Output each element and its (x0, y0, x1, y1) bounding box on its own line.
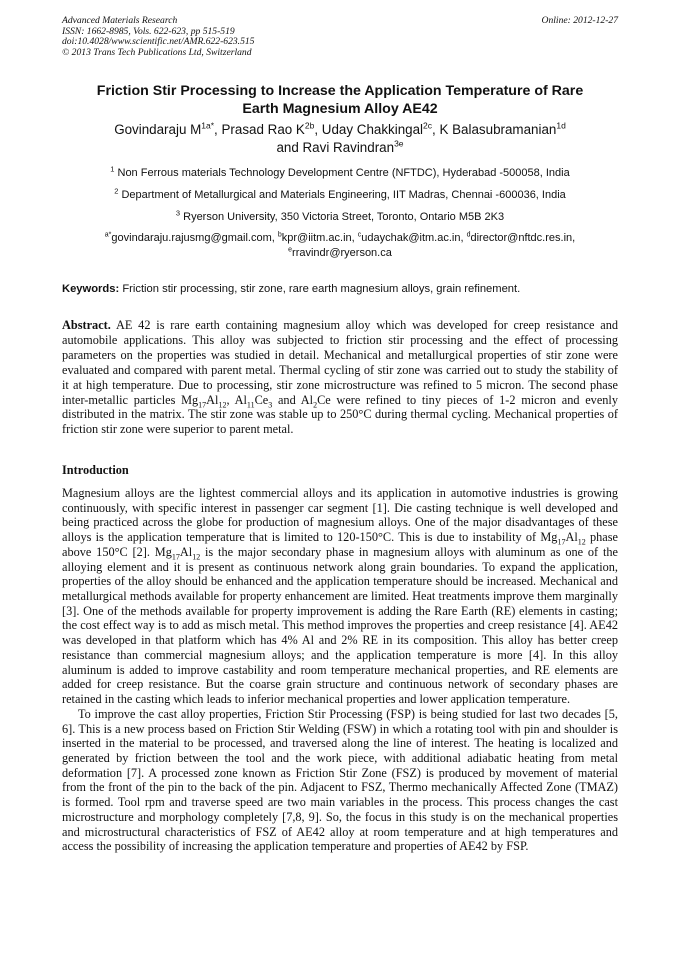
author-sup: 3e (394, 138, 404, 149)
email-list (62, 231, 618, 261)
abstract-text: Ce (254, 392, 269, 407)
abstract-text: , Al (226, 392, 247, 407)
paragraph-text: Al (565, 530, 578, 545)
paragraph-text: Al (179, 544, 193, 559)
paragraph (62, 486, 618, 707)
paragraph-text: Magnesium alloys are the lightest commercial alloys and its application in automotive industries is growing continuously, with specific interest in passenger car segment [1]. Die casting technique is well developed and being practiced across the globe for production of magnesium alloys. One of the major disadvantages of these alloys is the application temperature that is limited to 120-150°C. This is due to instability of Mg (62, 486, 618, 545)
affiliation-2 (62, 188, 618, 202)
author-name: Uday Chakkingal (321, 122, 424, 137)
author-name: K Balasubramanian (439, 122, 557, 137)
section-heading-introduction: Introduction (62, 463, 129, 477)
online-date: Online: 2012-12-27 (541, 15, 618, 26)
journal-name: Advanced Materials Research (62, 15, 178, 26)
copyright-line: © 2013 Trans Tech Publications Ltd, Switzerland (62, 46, 252, 58)
affiliation-sup: 3 (175, 208, 181, 218)
abstract (62, 318, 618, 437)
abstract-text: Ce were refined to tiny pieces of 1-2 micron and evenly distributed in the matrix. The stir zone was stable up to 250°C during thermal cycling. Mechanical properties of friction stir zone were superior to parent metal. (62, 392, 618, 437)
keywords-label: Keywords: (62, 283, 120, 295)
email-link[interactable]: rravindr@ryerson.ca (292, 247, 392, 259)
subscript: 12 (218, 399, 227, 409)
affiliation-1 (62, 166, 618, 180)
author-name: and Ravi Ravindran (276, 140, 395, 155)
email-link[interactable]: udaychak@itm.ac.in, (361, 232, 464, 244)
keywords (62, 282, 618, 296)
abstract-text: and Al (272, 392, 314, 407)
subscript: 11 (246, 399, 255, 409)
subscript: 2 (313, 399, 318, 409)
abstract-label: Abstract. (62, 318, 111, 332)
title-line-2: Earth Magnesium Alloy AE42 (242, 101, 438, 117)
affiliation-text: Department of Metallurgical and Materials Engineering, IIT Madras, Chennai -600036, India (121, 189, 566, 201)
author-line-1: Govindaraju $M^{1a*}$, Prasad Rao $K^{2b}$, Uday Chakkingal$^{2c}$, K Balasubramanian$^{1d}$ (114, 120, 566, 137)
introduction-body (62, 486, 618, 854)
issn-line: ISSN: 1662-8985, Vols. 622-623, pp 515-519 (62, 25, 235, 37)
subscript: 3 (268, 399, 273, 409)
email-link[interactable]: govindaraju.rajusmg@gmail.com, (111, 232, 275, 244)
author-sup: 1a* (201, 120, 215, 131)
abstract-text: AE 42 is rare earth containing magnesium alloy which was developed for creep resistance and automobile applications. This alloy was subjected to friction stir processing and the effect of processing parameters on the properties was studied in detail. Mechanical and metallurgical properties of stir zone were evaluated and compared with parent metal. Thermal cycling of stir zone was carried out to study the stability of it at high temperature. Due to processing, stir zone microstructure was refined to 5 micron. The second phase inter-metallic particles Mg (62, 318, 618, 407)
subscript: 17 (198, 399, 207, 409)
author-sup: 2c (423, 120, 433, 131)
title-line-1: Friction Stir Processing to Increase the Application Temperature of Rare (96, 83, 584, 99)
email-sup: a* (104, 231, 112, 239)
subscript: 12 (192, 552, 201, 562)
email-sup: d (466, 231, 471, 239)
author-sup: 2b (304, 120, 315, 131)
email-link[interactable]: director@nftdc.res.in, (470, 232, 576, 244)
paragraph-text: phase above 150°C [2]. Mg (62, 530, 618, 559)
affiliation-3 (62, 210, 618, 224)
paper-title (62, 82, 618, 118)
author-name: Govindaraju M (114, 122, 202, 137)
affiliation-sup: 2 (114, 186, 119, 196)
affiliation-text: Non Ferrous materials Technology Development Centre (NFTDC), Hyderabad -500058, India (117, 167, 570, 179)
subscript: 12 (577, 537, 586, 547)
email-sup: e (288, 246, 293, 254)
doi-line: doi:10.4028/www.scientific.net/AMR.622-623.515 (62, 36, 255, 48)
email-sup: c (357, 231, 362, 239)
author-list (62, 121, 618, 157)
author-name: Prasad Rao K (221, 122, 305, 137)
subscript: 17 (171, 552, 180, 562)
email-sup: b (277, 231, 282, 239)
author-line-2 (62, 139, 618, 157)
author-sup: 1d (556, 120, 566, 131)
paragraph: To improve the cast alloy properties, Friction Stir Processing (FSP) is being studied for last two decades [5, 6]. This is a new process based on Friction Stir Welding (FSW) in which a rotating tool with pin and shoulder is inserted in the material to be processed, and traversed along the line of interest. The heating is localized and generated by friction between the tool and the work piece, with additional adiabatic heating from metal deformation [7]. A processed zone known as Friction Stir Zone (FSZ) is produced by movement of material from the front of the pin to the back of the pin. Adjacent to FSZ, Thermo mechanically Affected Zone (TMAZ) is formed. Tool rpm and traverse speed are two main variables in the process. This process changes the cast microstructure and morphology completely [7,8, 9]. So, the focus in this study is on the mechanical properties and microstructural characteristics of FSZ of AE42 alloy at room temperature and at high temperatures and access the possibility of increasing the application temperature and properties of AE42 by FSP. (62, 706, 618, 854)
affiliation-text: Ryerson University, 350 Victoria Street, Toronto, Ontario M5B 2K3 (183, 211, 505, 223)
affiliation-sup: 1 (110, 164, 115, 174)
email-link[interactable]: kpr@iitm.ac.in, (281, 232, 355, 244)
subscript: 17 (557, 537, 566, 547)
paragraph-text: is the major secondary phase in magnesium alloys with aluminum as one of the alloying element and it is present as continuous network along grain boundaries. To expand the application, properties of the alloy should be enhanced and the application temperature should be increased. Mechanical and metallurgical methods available for property enhancement are limited. Heat treatments improve them marginally [3]. One of the methods available for property improvement is adding the Rare Earth (RE) elements in casting; the cost effect way is to add as misch metal. This method improves the properties and creep resistance [4]. AE42 was developed in that platform which has 4% Al and 2% RE in its composition. This alloy has better creep resistance than commercial magnesium alloys; and the application temperature is more [4]. In this alloy aluminum is added to improve castability and room temperature mechanical properties, and RE elements are added for creep resistance. But the coarse grain structure and continuous network of secondary phases are retained in the casting which leads to inferior mechanical properties and lower application temperature. (62, 544, 618, 707)
journal-header (62, 16, 618, 58)
keywords-text: Friction stir processing, stir zone, rare earth magnesium alloys, grain refinement. (122, 283, 521, 295)
abstract-text: Al (206, 392, 219, 407)
